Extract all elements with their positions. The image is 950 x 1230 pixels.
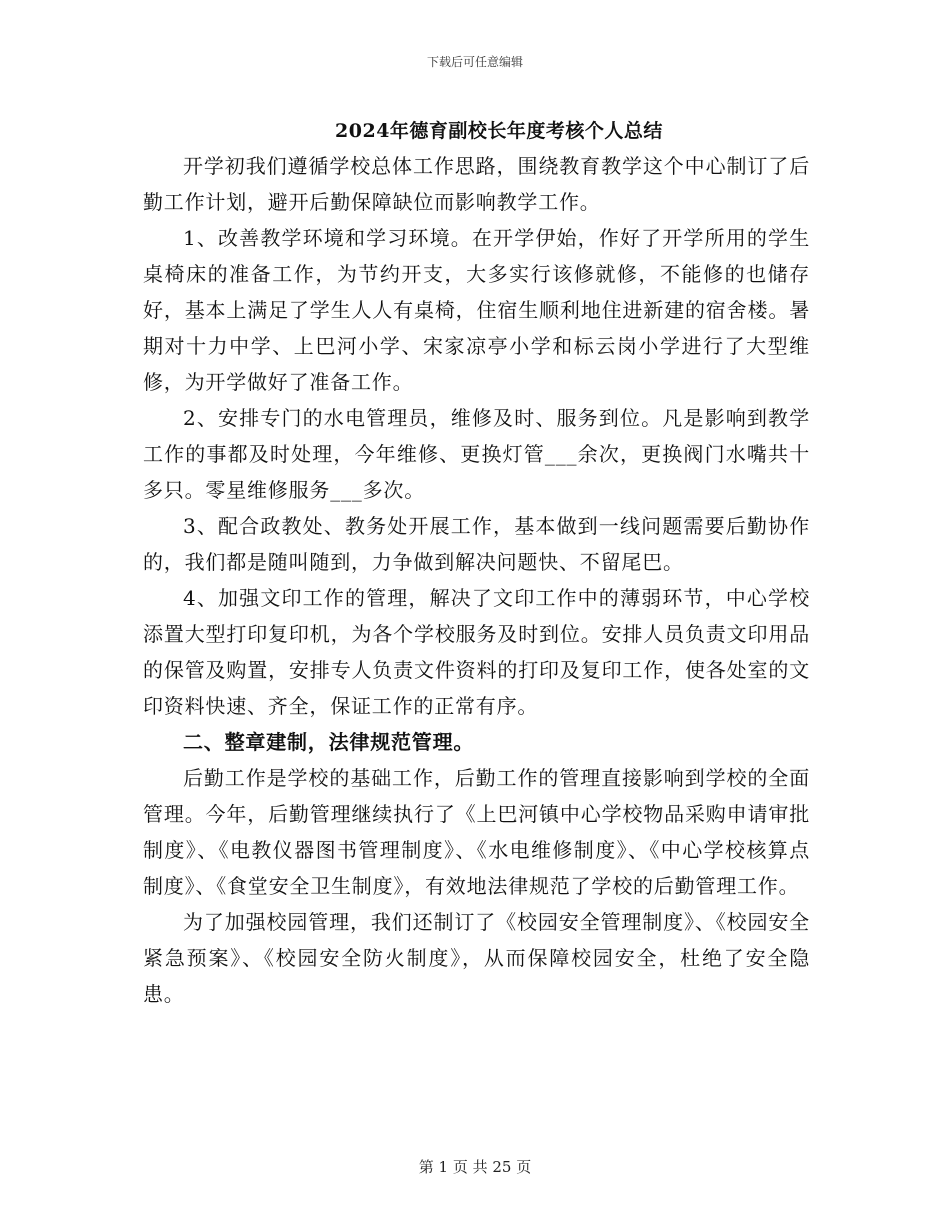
item-4-paragraph: 4、加强文印工作的管理，解决了文印工作中的薄弱环节，中心学校添置大型打印复印机，为各个学校服务及时到位。安排人员负责文印用品的保管及购置，安排专人负责文件资料的打印及复印工作，使各处室的文印资料快速、齐全，保证工作的正常有序。 (143, 586, 810, 718)
document-body (143, 148, 810, 1012)
document-title: 2024年德育副校长年度考核个人总结 (335, 120, 663, 142)
page-number: 第 1 页 共 25 页 (418, 1158, 532, 1176)
section-paragraph-1: 后勤工作是学校的基础工作，后勤工作的管理直接影响到学校的全面管理。今年，后勤管理继续执行了《上巴河镇中心学校物品采购申请审批制度》、《电教仪器图书管理制度》、《水电维修制度》、《中心学校核算点制度》、《食堂安全卫生制度》，有效地法律规范了学校的后勤管理工作。 (143, 766, 810, 898)
section-paragraph-2: 为了加强校园管理，我们还制订了《校园安全管理制度》、《校园安全紧急预案》、《校园安全防火制度》，从而保障校园安全，杜绝了安全隐患。 (143, 910, 810, 1006)
item-1-paragraph: 1、改善教学环境和学习环境。在开学伊始，作好了开学所用的学生桌椅床的准备工作，为节约开支，大多实行该修就修，不能修的也储存好，基本上满足了学生人人有桌椅，住宿生顺利地住进新建的宿舍楼。暑期对十力中学、上巴河小学、宋家凉亭小学和标云岗小学进行了大型维修，为开学做好了准备工作。 (143, 226, 810, 394)
item-3-paragraph: 3、配合政教处、教务处开展工作，基本做到一线问题需要后勤协作的，我们都是随叫随到，力争做到解决问题快、不留尾巴。 (143, 514, 810, 574)
intro-paragraph: 开学初我们遵循学校总体工作思路，围绕教育教学这个中心制订了后勤工作计划，避开后勤保障缺位而影响教学工作。 (143, 154, 810, 214)
page-header-note: 下载后可任意编辑 (426, 55, 523, 69)
section-heading: 二、整章建制，法律规范管理。 (183, 730, 475, 754)
item-2-paragraph: 2、安排专门的水电管理员，维修及时、服务到位。凡是影响到教学工作的事都及时处理，今年维修、更换灯管___余次，更换阀门水嘴共十多只。零星维修服务___多次。 (143, 406, 810, 502)
